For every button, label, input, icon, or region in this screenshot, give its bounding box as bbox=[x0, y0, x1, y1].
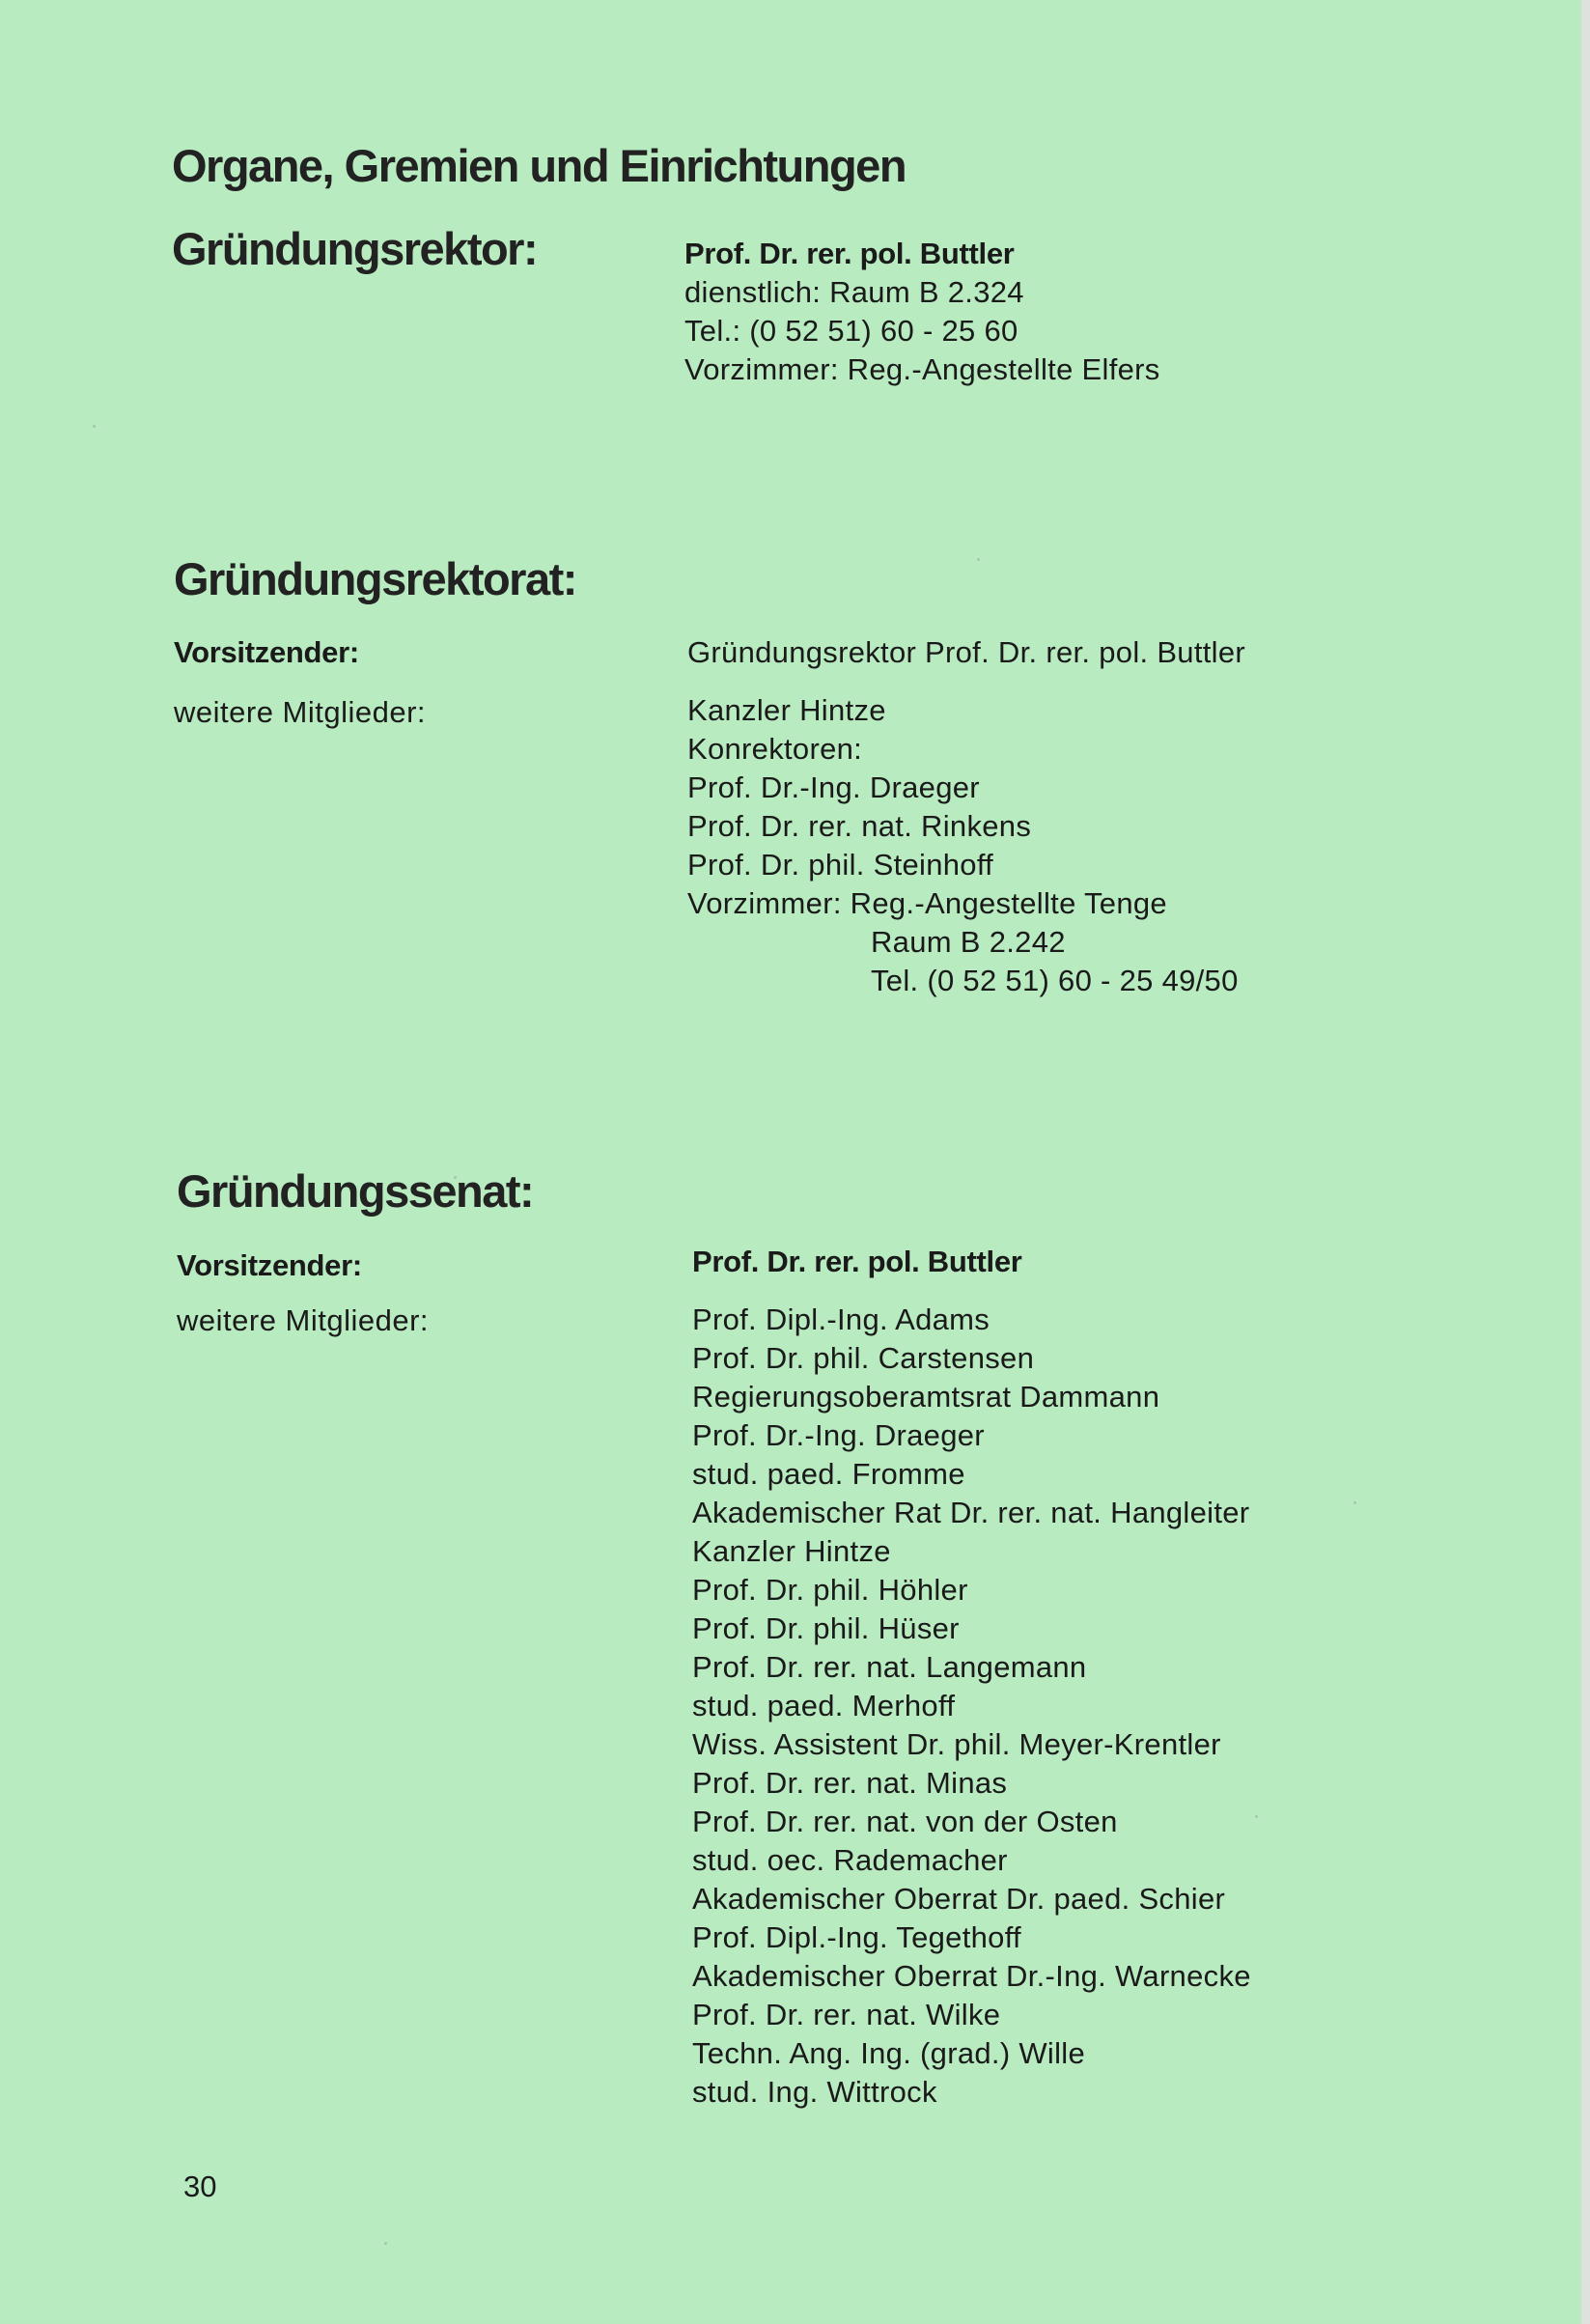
page-edge bbox=[1581, 0, 1590, 2324]
rektorat-chair-label: Vorsitzender: bbox=[174, 635, 359, 669]
rector-phone: Tel.: (0 52 51) 60 - 25 60 bbox=[684, 314, 1018, 348]
senat-member: stud. oec. Rademacher bbox=[692, 1843, 1008, 1877]
rektorat-member: Konrektoren: bbox=[687, 732, 863, 766]
senat-member: Prof. Dipl.-Ing. Tegethoff bbox=[692, 1920, 1021, 1954]
gruendungsrektor-details bbox=[684, 235, 1160, 389]
senat-members-label: weitere Mitglieder: bbox=[177, 1303, 430, 1337]
rektorat-phone: Tel. (0 52 51) 60 - 25 49/50 bbox=[871, 964, 1239, 997]
paper-speck bbox=[93, 425, 96, 428]
page-title: Organe, Gremien und Einrichtungen bbox=[172, 140, 907, 191]
senat-member: Regierungsoberamtsrat Dammann bbox=[692, 1380, 1160, 1414]
rector-room: dienstlich: Raum B 2.324 bbox=[684, 275, 1024, 309]
rektorat-room: Raum B 2.242 bbox=[871, 925, 1066, 959]
senat-member: Prof. Dr.-Ing. Draeger bbox=[692, 1418, 985, 1452]
senat-member: Prof. Dipl.-Ing. Adams bbox=[692, 1302, 990, 1336]
senat-chair-value: Prof. Dr. rer. pol. Buttler bbox=[692, 1245, 1022, 1278]
senat-details bbox=[692, 1243, 1251, 2112]
heading-gruendungssenat: Gründungssenat: bbox=[177, 1165, 534, 1217]
rektorat-member: Prof. Dr.-Ing. Draeger bbox=[687, 770, 980, 804]
senat-member: Kanzler Hintze bbox=[692, 1534, 891, 1568]
spacer bbox=[692, 1281, 1251, 1301]
rector-name: Prof. Dr. rer. pol. Buttler bbox=[684, 237, 1015, 270]
senat-member: stud. paed. Fromme bbox=[692, 1457, 965, 1491]
senat-member: Prof. Dr. phil. Carstensen bbox=[692, 1341, 1035, 1375]
senat-member: Prof. Dr. rer. nat. von der Osten bbox=[692, 1805, 1118, 1838]
senat-member: Akademischer Oberrat Dr.-Ing. Warnecke bbox=[692, 1959, 1251, 1993]
senat-member: Prof. Dr. rer. nat. Wilke bbox=[692, 1998, 1001, 2031]
senat-member: Prof. Dr. phil. Höhler bbox=[692, 1573, 968, 1607]
rektorat-member: Prof. Dr. phil. Steinhoff bbox=[687, 848, 994, 882]
heading-gruendungsrektor: Gründungsrektor: bbox=[172, 223, 538, 274]
rektorat-member: Kanzler Hintze bbox=[687, 693, 886, 727]
rector-anteroom: Vorzimmer: Reg.-Angestellte Elfers bbox=[684, 352, 1160, 386]
senat-chair-label: Vorsitzender: bbox=[177, 1248, 362, 1282]
senat-member: Techn. Ang. Ing. (grad.) Wille bbox=[692, 2036, 1086, 2070]
senat-member: stud. Ing. Wittrock bbox=[692, 2075, 937, 2109]
rektorat-member: Prof. Dr. rer. nat. Rinkens bbox=[687, 809, 1032, 843]
rektorat-anteroom: Vorzimmer: Reg.-Angestellte Tenge bbox=[687, 886, 1167, 920]
rektorat-details bbox=[687, 633, 1245, 1000]
senat-member: Prof. Dr. phil. Hüser bbox=[692, 1611, 960, 1645]
rektorat-members-label: weitere Mitglieder: bbox=[174, 695, 427, 729]
senat-member: stud. paed. Merhoff bbox=[692, 1689, 956, 1722]
senat-member: Prof. Dr. rer. nat. Minas bbox=[692, 1766, 1008, 1800]
paper-speck bbox=[384, 2242, 387, 2245]
rektorat-chair-value: Gründungsrektor Prof. Dr. rer. pol. Buttler bbox=[687, 635, 1246, 669]
paper-speck bbox=[1353, 1501, 1356, 1504]
senat-member: Akademischer Rat Dr. rer. nat. Hangleiter bbox=[692, 1496, 1250, 1529]
page-number: 30 bbox=[183, 2170, 217, 2203]
paper-speck bbox=[977, 558, 980, 561]
senat-member: Prof. Dr. rer. nat. Langemann bbox=[692, 1650, 1087, 1684]
spacer bbox=[687, 672, 1245, 691]
paper-speck bbox=[1255, 1815, 1258, 1818]
senat-member: Akademischer Oberrat Dr. paed. Schier bbox=[692, 1882, 1226, 1916]
senat-member: Wiss. Assistent Dr. phil. Meyer-Krentler bbox=[692, 1727, 1221, 1761]
heading-gruendungsrektorat: Gründungsrektorat: bbox=[174, 553, 576, 604]
